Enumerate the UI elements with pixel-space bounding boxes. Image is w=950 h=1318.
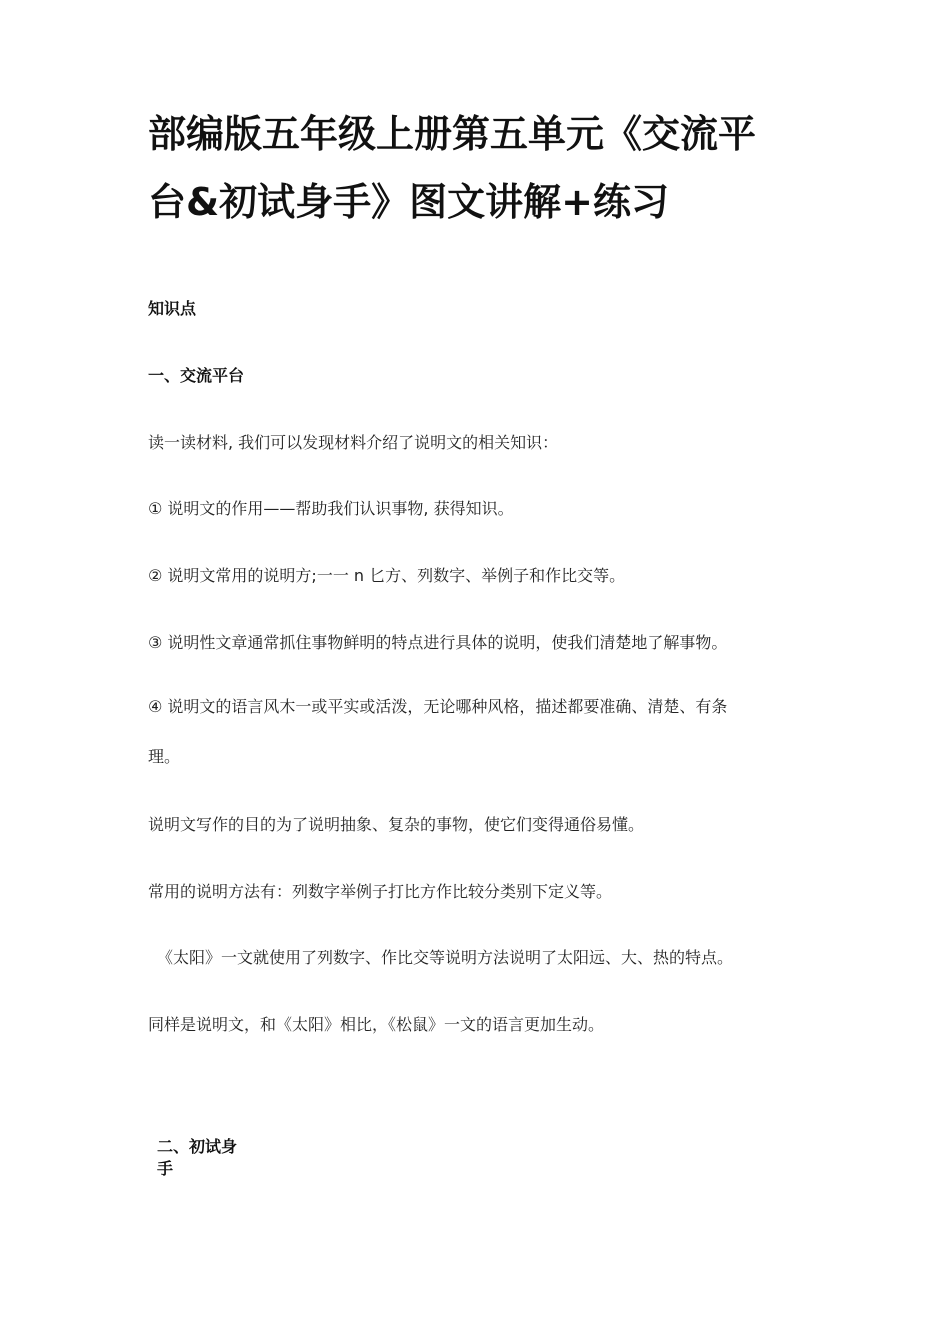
point-4-line-2: 理。 (148, 747, 181, 766)
intro-paragraph: 读一读材料, 我们可以发现材料介绍了说明文的相关知识： (148, 433, 559, 452)
section-2-line-1: 二、初试身 (157, 1137, 238, 1156)
section-1-heading: 一、交流平台 (148, 366, 245, 385)
section-2-heading (157, 1136, 237, 1180)
methods-paragraph: 常用的说明方法有：列数字举例子打比方作比较分类别下定义等。 (148, 882, 613, 901)
point-4 (148, 682, 803, 782)
point-4-line-1: ④ 说明文的语言风木一或平实或活泼，无论哪种风格，描述都要准确、清楚、有条 (148, 697, 728, 716)
point-1: ① 说明文的作用——帮助我们认识事物, 获得知识。 (148, 499, 514, 518)
sun-paragraph: 《太阳》一文就使用了列数字、作比交等说明方法说明了太阳远、大、热的特点。 (157, 948, 734, 967)
point-2: ② 说明文常用的说明方;一一 n 匕方、列数字、举例子和作比交等。 (148, 566, 626, 585)
section-2-line-2: 手 (157, 1159, 174, 1178)
title-line-1: 部编版五年级上册第五单元《交流平 (148, 112, 757, 156)
section-knowledge-heading: 知识点 (148, 299, 197, 318)
point-3: ③ 说明性文章通常抓住事物鲜明的特点进行具体的说明，使我们清楚地了解事物。 (148, 633, 728, 652)
document-title (148, 100, 828, 236)
purpose-paragraph: 说明文写作的目的为了说明抽象、复杂的事物，使它们变得通俗易懂。 (148, 815, 645, 834)
compare-paragraph: 同样是说明文，和《太阳》相比，《松鼠》一文的语言更加生动。 (148, 1015, 605, 1034)
title-line-2: 台&初试身手》图文讲解+练习 (148, 180, 669, 224)
